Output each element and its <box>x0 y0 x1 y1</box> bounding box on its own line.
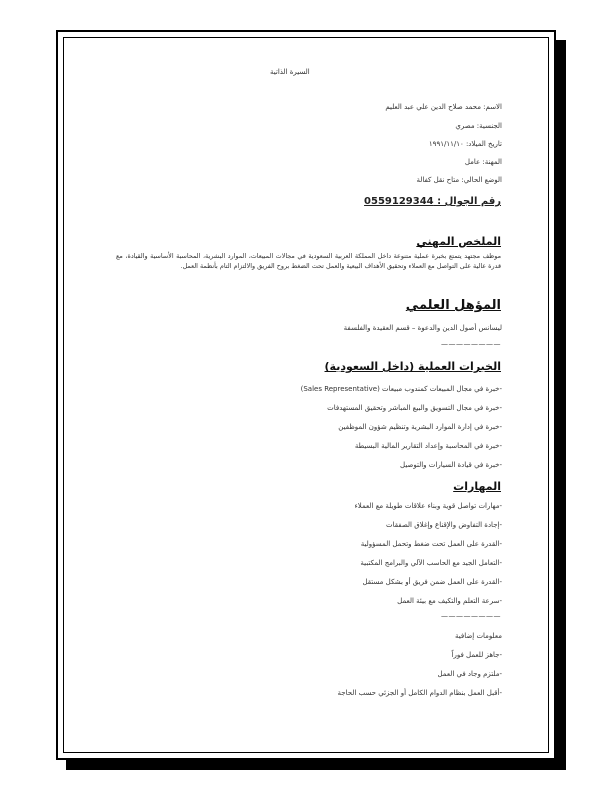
education-separator: ———————— <box>441 340 501 348</box>
additional-item: -جاهز للعمل فوراً <box>451 651 502 659</box>
experience-item: -خبرة في مجال المبيعات كمندوب مبيعات (Sales Representative) <box>300 385 502 393</box>
experience-item: -خبرة في مجال التسويق والبيع المباشر وتحقيق المستهدفات <box>327 404 502 412</box>
skill-item: -القدرة على العمل ضمن فريق أو بشكل مستقل <box>362 578 502 586</box>
nationality-line: الجنسية: مصري <box>455 122 502 130</box>
skills-heading: المهارات <box>453 480 501 493</box>
additional-item: -أقبل العمل بنظام الدوام الكامل أو الجزئي حسب الحاجة <box>337 689 502 697</box>
summary-text: موظف مجتهد يتمتع بخبرة عملية متنوعة داخل المملكة العربية السعودية في مجالات المبيعات، الموارد البشرية، المحاسبة الأساسية والقيادة، مع قدرة عالية على التواصل مع العملاء وتحقيق الأهداف البيعية والعمل تحت الضغط بروح الفريق والالتزام التام بأنظمة العمل. <box>116 252 501 270</box>
skills-separator: ———————— <box>441 612 501 620</box>
experience-item: -خبرة في المحاسبة وإعداد التقارير المالية البسيطة <box>354 442 502 450</box>
skill-item: -التعامل الجيد مع الحاسب الآلي والبرامج المكتبية <box>360 559 502 567</box>
status-line: الوضع الحالي: متاح نقل كفالة <box>416 176 502 184</box>
name-line: الاسم: محمد صلاح الدين علي عبد العليم <box>385 103 502 111</box>
experience-item: -خبرة في قيادة السيارات والتوصيل <box>400 461 502 469</box>
experience-item: -خبرة في إدارة الموارد البشرية وتنظيم شؤون الموظفين <box>338 423 502 431</box>
profession-line: المهنة: عامل <box>464 158 502 166</box>
education-text: ليسانس أصول الدين والدعوة – قسم العقيدة والفلسفة <box>343 324 502 332</box>
mobile-line: رقم الجوال : 0559129344 <box>364 196 501 207</box>
additional-item: -ملتزم وجاد في العمل <box>437 670 502 678</box>
additional-heading: معلومات إضافية <box>455 632 502 640</box>
skill-item: -مهارات تواصل قوية وبناء علاقات طويلة مع العملاء <box>354 502 502 510</box>
skill-item: -القدرة على العمل تحت ضغط وتحمل المسؤولية <box>360 540 502 548</box>
education-heading: المؤهل العلمي <box>405 298 501 313</box>
experience-heading: الخبرات العملية (داخل السعودية) <box>324 360 501 373</box>
document-title: السيرة الذاتية <box>270 68 310 76</box>
summary-heading: الملخص المهني <box>416 235 501 248</box>
skill-item: -إجادة التفاوض والإقناع وإغلاق الصفقات <box>386 521 502 529</box>
birth-date-line: تاريخ الميلاد: ١٩٩١/١١/١٠ <box>428 140 502 148</box>
skill-item: -سرعة التعلم والتكيف مع بيئة العمل <box>397 597 502 605</box>
